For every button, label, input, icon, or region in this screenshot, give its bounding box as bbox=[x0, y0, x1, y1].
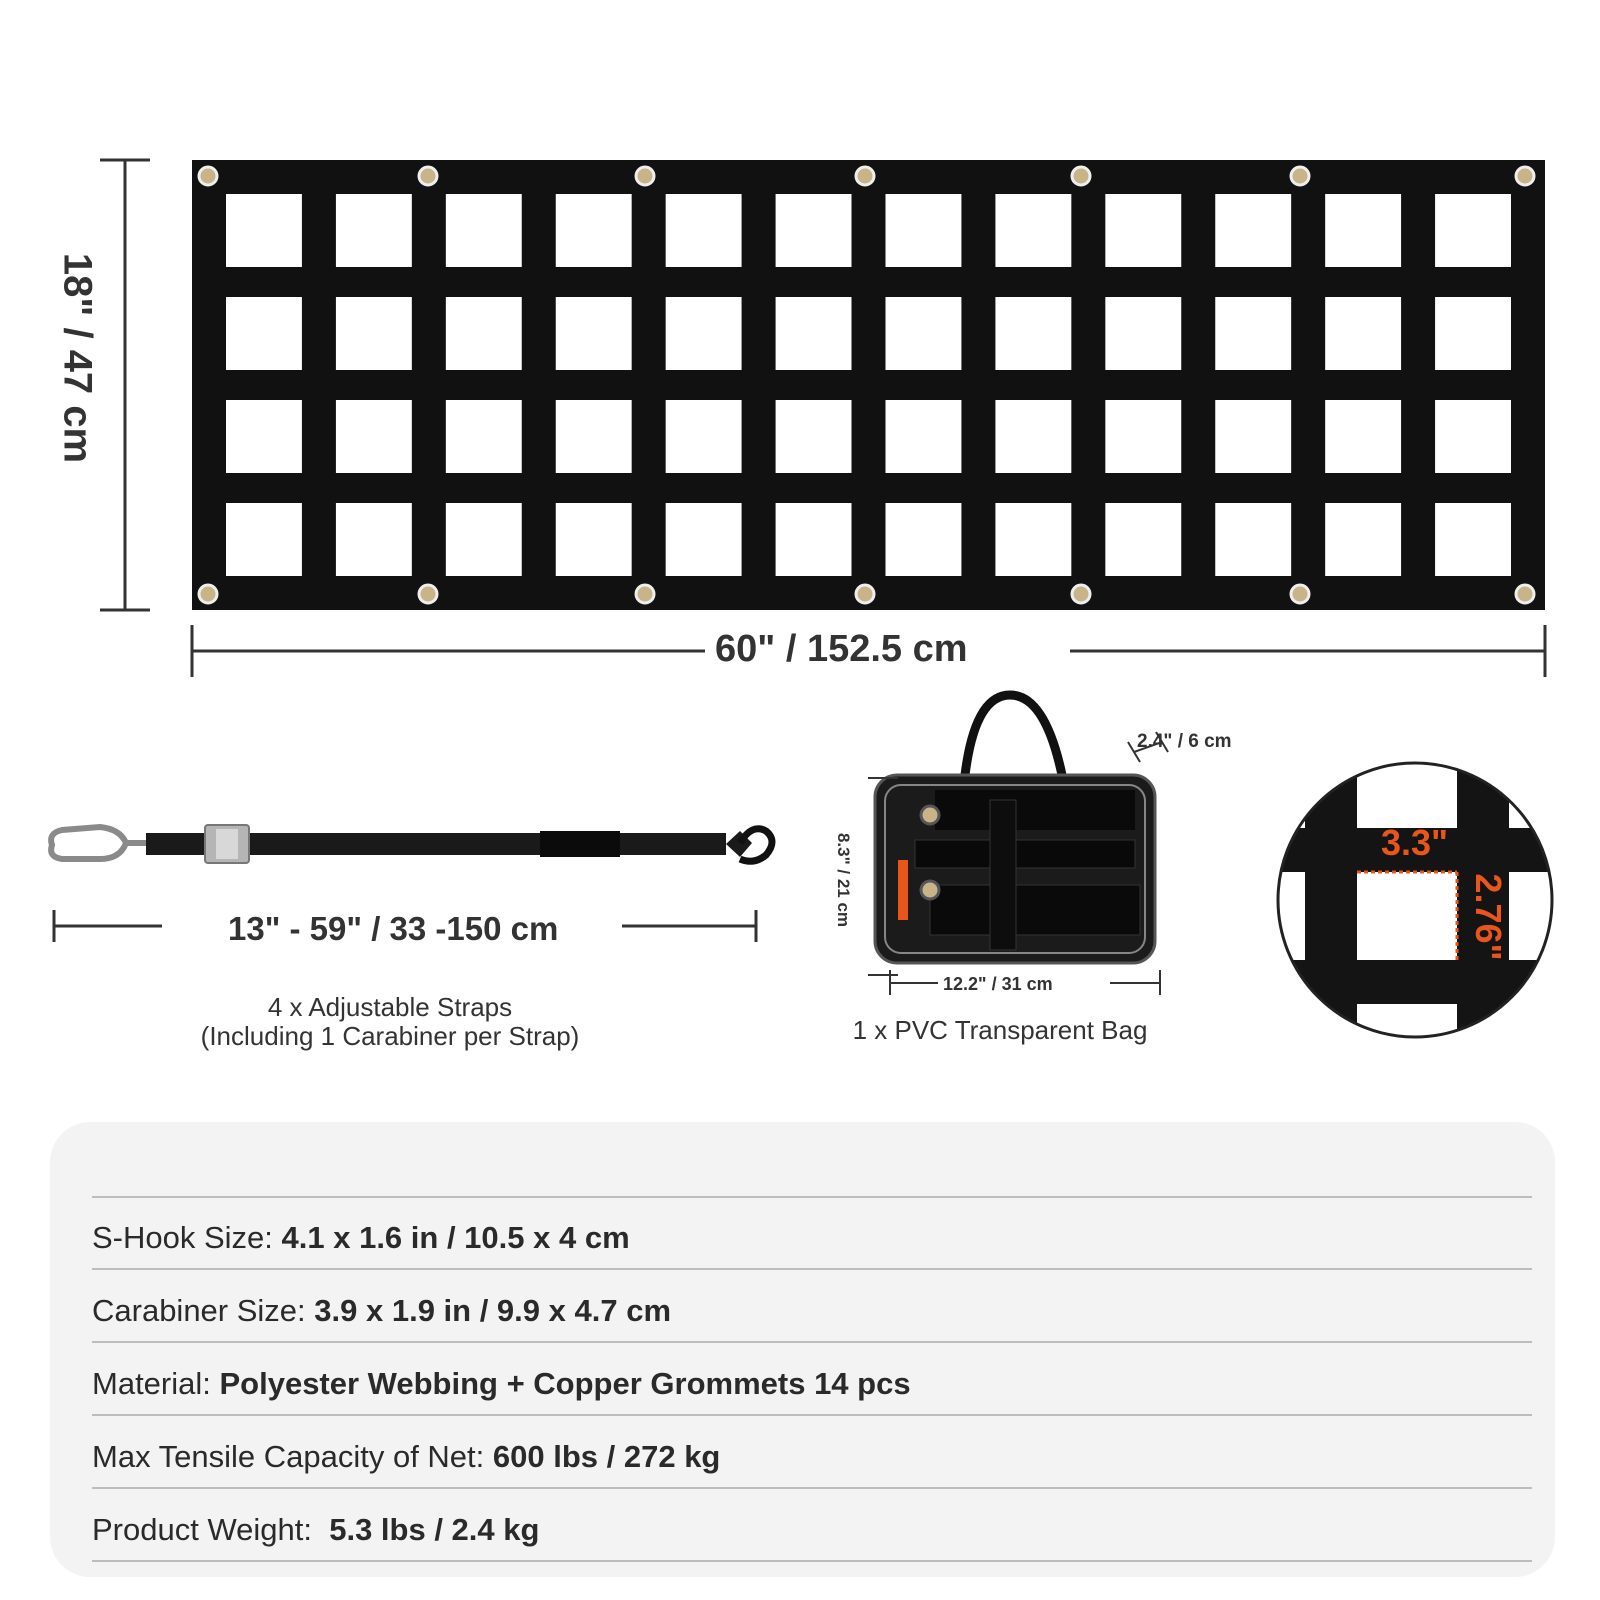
net-mesh-opening bbox=[1215, 194, 1291, 267]
cargo-net bbox=[192, 160, 1545, 610]
grommet-icon bbox=[199, 167, 217, 185]
net-mesh-opening bbox=[446, 297, 522, 370]
net-mesh-opening bbox=[995, 194, 1071, 267]
spec-divider bbox=[92, 1196, 1532, 1198]
net-mesh-opening bbox=[1105, 194, 1181, 267]
net-mesh-opening bbox=[336, 503, 412, 576]
net-mesh-opening bbox=[1215, 400, 1291, 473]
grommet-icon bbox=[1291, 585, 1309, 603]
net-mesh-opening bbox=[226, 194, 302, 267]
specifications-panel bbox=[50, 1122, 1555, 1577]
net-mesh-opening bbox=[556, 194, 632, 267]
bag-depth-label: 2.4" / 6 cm bbox=[1137, 731, 1232, 752]
spec-value: 5.3 lbs / 2.4 kg bbox=[329, 1512, 540, 1547]
grommet-icon bbox=[1516, 585, 1534, 603]
grommet-icon bbox=[1516, 167, 1534, 185]
net-mesh-opening bbox=[995, 400, 1071, 473]
spec-row bbox=[92, 1220, 1532, 1256]
net-mesh-opening bbox=[995, 297, 1071, 370]
spec-label: S-Hook Size: bbox=[92, 1220, 282, 1255]
grommet-icon bbox=[1291, 167, 1309, 185]
net-mesh-opening bbox=[666, 297, 742, 370]
net-mesh-opening bbox=[1325, 503, 1401, 576]
mesh-height-label: 2.76" bbox=[1468, 873, 1509, 961]
spec-value: 4.1 x 1.6 in / 10.5 x 4 cm bbox=[281, 1220, 630, 1255]
net-mesh-opening bbox=[666, 194, 742, 267]
net-mesh-opening bbox=[886, 297, 962, 370]
net-mesh-opening bbox=[776, 297, 852, 370]
cargo-net-illustration bbox=[0, 0, 1600, 700]
strap-caption bbox=[130, 993, 650, 1050]
spec-divider bbox=[92, 1414, 1532, 1416]
net-mesh-opening bbox=[336, 194, 412, 267]
net-mesh-opening bbox=[995, 503, 1071, 576]
mesh-width-label: 3.3" bbox=[1381, 822, 1449, 863]
net-mesh-opening bbox=[776, 194, 852, 267]
net-mesh-opening bbox=[1325, 400, 1401, 473]
strap-caption-line1: 4 x Adjustable Straps bbox=[267, 992, 513, 1022]
bag-width-label: 12.2" / 31 cm bbox=[943, 974, 1053, 994]
net-mesh-opening bbox=[556, 297, 632, 370]
net-mesh-opening bbox=[446, 194, 522, 267]
net-mesh-opening bbox=[886, 503, 962, 576]
net-mesh-opening bbox=[446, 400, 522, 473]
net-mesh-opening bbox=[776, 503, 852, 576]
bag-height-label: 8.3" / 21 cm bbox=[834, 832, 853, 928]
spec-value: Polyester Webbing + Copper Grommets 14 pcs bbox=[219, 1366, 911, 1401]
grommet-icon bbox=[856, 167, 874, 185]
spec-row bbox=[92, 1512, 1532, 1548]
net-mesh-opening bbox=[1215, 297, 1291, 370]
bag-handle-icon bbox=[965, 695, 1062, 775]
grommet-icon bbox=[1072, 167, 1090, 185]
spec-label: Carabiner Size: bbox=[92, 1293, 315, 1328]
spec-row bbox=[92, 1293, 1532, 1329]
spec-label: Material: bbox=[92, 1366, 220, 1401]
spec-value: 3.9 x 1.9 in / 9.9 x 4.7 cm bbox=[314, 1293, 672, 1328]
net-mesh-opening bbox=[1435, 503, 1511, 576]
grommet-icon bbox=[199, 585, 217, 603]
spec-divider bbox=[92, 1560, 1532, 1562]
spec-row bbox=[92, 1439, 1532, 1475]
grommet-icon bbox=[1072, 585, 1090, 603]
spec-value: 600 lbs / 272 kg bbox=[492, 1439, 721, 1474]
bag-caption: 1 x PVC Transparent Bag bbox=[852, 1015, 1148, 1045]
spec-label: Max Tensile Capacity of Net: bbox=[92, 1439, 493, 1474]
net-width-label: 60" / 152.5 cm bbox=[715, 628, 968, 670]
net-mesh-opening bbox=[226, 400, 302, 473]
net-mesh-opening bbox=[1435, 297, 1511, 370]
net-mesh-opening bbox=[886, 194, 962, 267]
net-mesh-opening bbox=[1325, 297, 1401, 370]
net-mesh-opening bbox=[556, 400, 632, 473]
net-mesh-opening bbox=[1435, 400, 1511, 473]
grommet-icon bbox=[419, 585, 437, 603]
net-mesh-opening bbox=[1215, 503, 1291, 576]
spec-divider bbox=[92, 1487, 1532, 1489]
strap-length-label: 13" - 59" / 33 -150 cm bbox=[228, 910, 559, 947]
adjustable-strap-illustration bbox=[40, 815, 780, 895]
net-mesh-opening bbox=[666, 400, 742, 473]
grommet-icon bbox=[856, 585, 874, 603]
net-mesh-opening bbox=[226, 503, 302, 576]
net-mesh-opening bbox=[776, 400, 852, 473]
net-height-dimension bbox=[100, 160, 150, 610]
carabiner-icon bbox=[51, 827, 126, 859]
net-mesh-opening bbox=[1325, 194, 1401, 267]
net-mesh-opening bbox=[336, 400, 412, 473]
net-mesh-opening bbox=[666, 503, 742, 576]
net-mesh-opening bbox=[1435, 194, 1511, 267]
net-mesh-opening bbox=[556, 503, 632, 576]
net-mesh-opening bbox=[886, 400, 962, 473]
spec-label: Product Weight: bbox=[92, 1512, 330, 1547]
mesh-closeup-illustration bbox=[1275, 760, 1555, 1040]
net-mesh-opening bbox=[1105, 297, 1181, 370]
spec-divider bbox=[92, 1341, 1532, 1343]
grommet-icon bbox=[419, 167, 437, 185]
net-mesh-opening bbox=[1105, 400, 1181, 473]
net-mesh-opening bbox=[446, 503, 522, 576]
spec-row bbox=[92, 1366, 1532, 1402]
strap-caption-line2: (Including 1 Carabiner per Strap) bbox=[200, 1020, 580, 1051]
grommet-icon bbox=[636, 585, 654, 603]
spec-divider bbox=[92, 1268, 1532, 1270]
net-mesh-opening bbox=[1105, 503, 1181, 576]
net-mesh-opening bbox=[226, 297, 302, 370]
grommet-icon bbox=[636, 167, 654, 185]
net-mesh-opening bbox=[336, 297, 412, 370]
net-height-label: 18" / 47 cm bbox=[55, 252, 100, 464]
